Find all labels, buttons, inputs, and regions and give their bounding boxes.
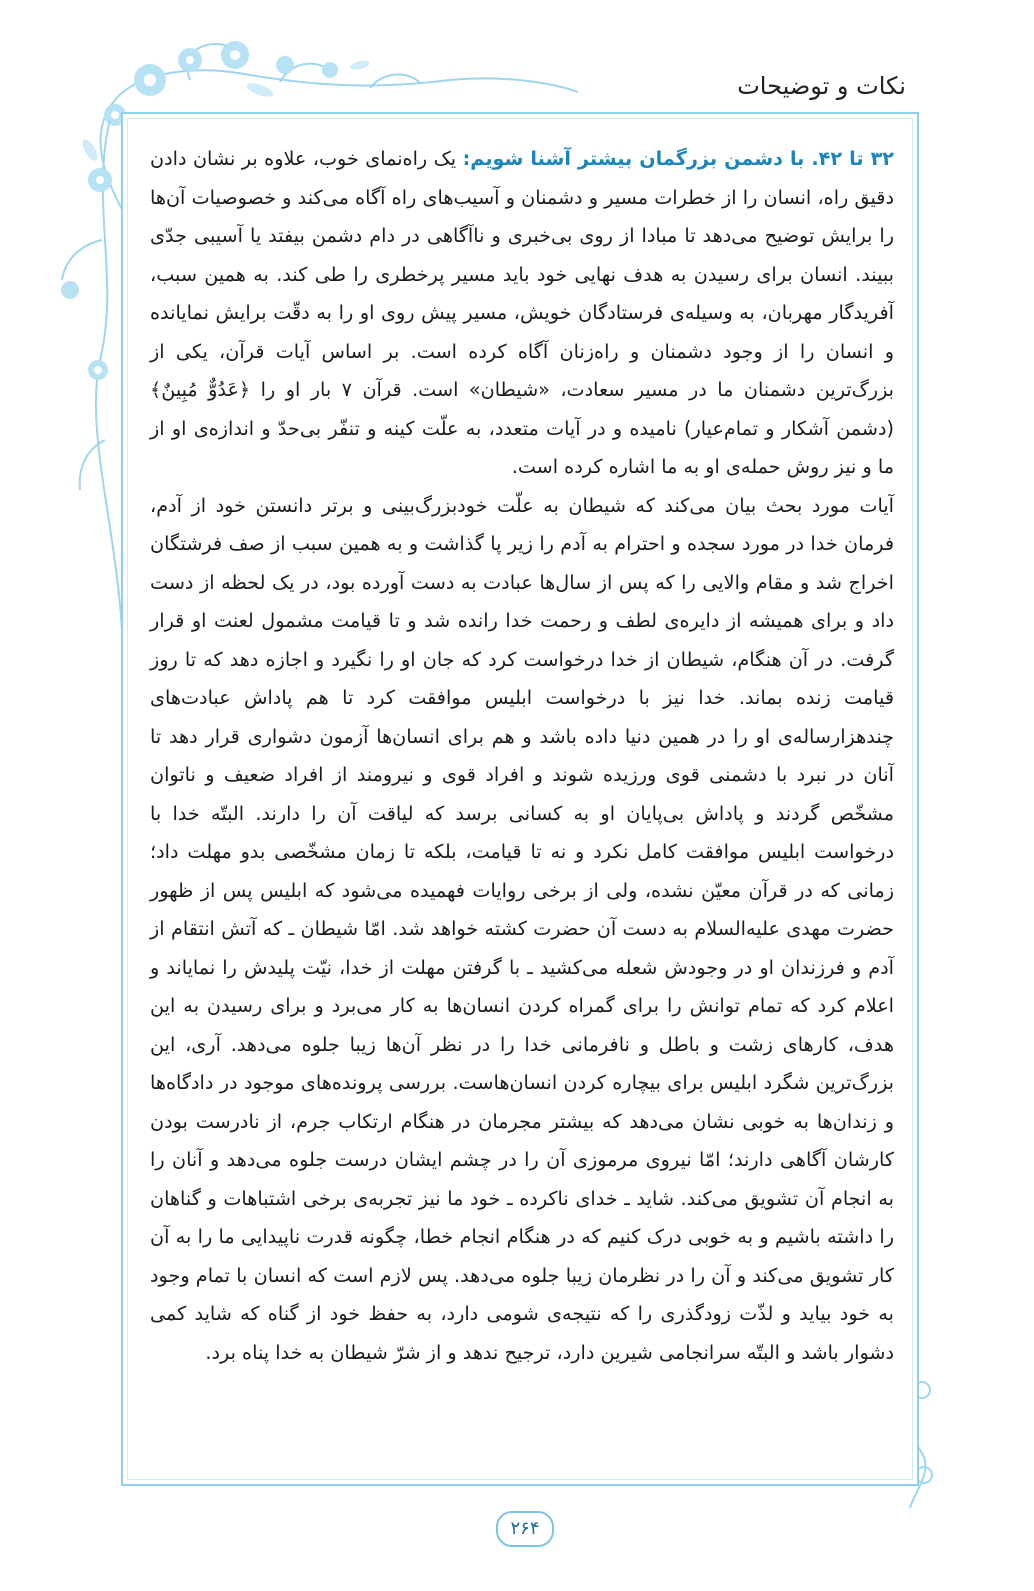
paragraph-2: آیات مورد بحث بیان می‌کند که شیطان به علّت خودبزرگ‌بینی و برتر دانستن خود از آدم، فرمان خدا در مورد سجده و احترام به آدم را زیر پا گذاشت و به همین سبب از صف فرشتگان اخراج شد و مقام والایی را که پس از سال‌ها عبادت به دست آورده بود، در یک لحظه از دست داد و برای همیشه از دایره‌ی لطف و رحمت خدا رانده شد و تا قیامت مشمول لعنت او قرار گرفت. در آن هنگام، شیطان از خدا درخواست کرد که جان او را نگیرد و اجازه دهد که تا روز قیامت زنده بماند. خدا نیز با درخواست ابلیس موافقت کرد تا هم پاداش عبادت‌های چندهزارساله‌ی او را در همین دنیا داده باشد و هم برای انسان‌ها آزمون دشواری قرار دهد تا آنان در نبرد با دشمنی قوی ورزیده شوند و افراد قوی و نیرومند از افراد ضعیف و ناتوان مشخّص گردند و پاداش بی‌پایان او به کسانی برسد که لیاقت آن را دارند. البتّه خدا با درخواست ابلیس موافقت کامل نکرد و نه تا قیامت، بلکه تا زمان مشخّصی بدو مهلت داد؛ زمانی که در قرآن معیّن نشده، ولی از برخی روایات فهمیده می‌شود که ابلیس پس از ظهور حضرت مهدی علیه‌السلام به دست آن حضرت کشته خواهد شد. امّا شیطان ـ که آتش انتقام از آدم و فرزندان او در وجودش شعله می‌کشید ـ با گرفتن مهلت از خدا، نیّت پلیدش را نمایاند و اعلام کرد که تمام توانش را برای گمراه کردن انسان‌ها به کار می‌برد و برای رسیدن به این هدف، کارهای زشت و باطل و نافرمانی خدا را در نظر آن‌ها زیبا جلوه می‌دهد. آری، این بزرگ‌ترین شگرد ابلیس برای بیچاره کردن انسان‌هاست. بررسی پرونده‌های موجود در دادگاه‌ها و زندان‌ها به خوبی نشان می‌دهد که بیشتر مجرمان در هنگام ارتکاب جرم، از نادرست بودن کارشان آگاهی دارند؛ امّا نیروی مرموزی آن را در چشم ایشان درست جلوه می‌دهد و آنان را به انجام آن تشویق می‌کند. شاید ـ خدای ناکرده ـ خود ما نیز تجربه‌ی برخی اشتباهات و گناهان را داشته باشیم و به خوبی درک کنیم که در هنگام انجام خطا، چگونه قدرت ناپیدایی ما را به آن کار تشویق می‌کند و آن را در نظرمان زیبا جلوه می‌دهد. پس لازم است که انسان با تمام وجود به خود بیاید و لذّت زودگذری را که نتیجه‌ی شومی دارد، به حفظ خود از گناه که شاید کمی دشوار باشد و البتّه سرانجامی شیرین دارد، ترجیح ندهد و از شرّ شیطان به خدا پناه برد. <box>150 493 894 1364</box>
paragraph-heading: ۳۲ تا ۴۲. با دشمن بزرگمان بیشتر آشنا شویم: <box>462 147 894 170</box>
paragraph-1 <box>150 140 894 487</box>
paragraph-1-body: یک راه‌نمای خوب، علاوه بر نشان دادن دقیق راه، انسان را از خطرات مسیر و دشمنان و آسیب‌های راه آگاه می‌کند و خصوصیات آن‌ها را برایش توضیح می‌دهد تا مبادا از روی بی‌خبری و ناآگاهی در دام دشمن بیفتد یا آسیبی جدّی ببیند. انسان برای رسیدن به هدف نهایی خود باید مسیر پرخطری را طی کند. به همین سبب، آفریدگار مهربان، به وسیله‌ی فرستادگان خویش، مسیر پیش روی او را به دقّت برایش نمایانده و انسان را از وجود دشمنان و راه‌زنان آگاه کرده است. بر اساس آیات قرآن، یکی از بزرگ‌ترین دشمنان ما در مسیر سعادت، «شیطان» است. قرآن ۷ بار او را ﴿عَدُوٌّ مُبِينٌ﴾ (دشمن آشکار و تمام‌عیار) نامیده و در آیات متعدد، به علّت کینه و تنفّر بی‌حدّ و اندازه‌ی او از ما و نیز روش حمله‌ی او به ما اشاره کرده است. <box>150 147 894 478</box>
page-number: ۲۶۴ <box>496 1511 554 1547</box>
body-text <box>150 140 894 1372</box>
section-title: نکات و توضیحات <box>737 72 906 100</box>
